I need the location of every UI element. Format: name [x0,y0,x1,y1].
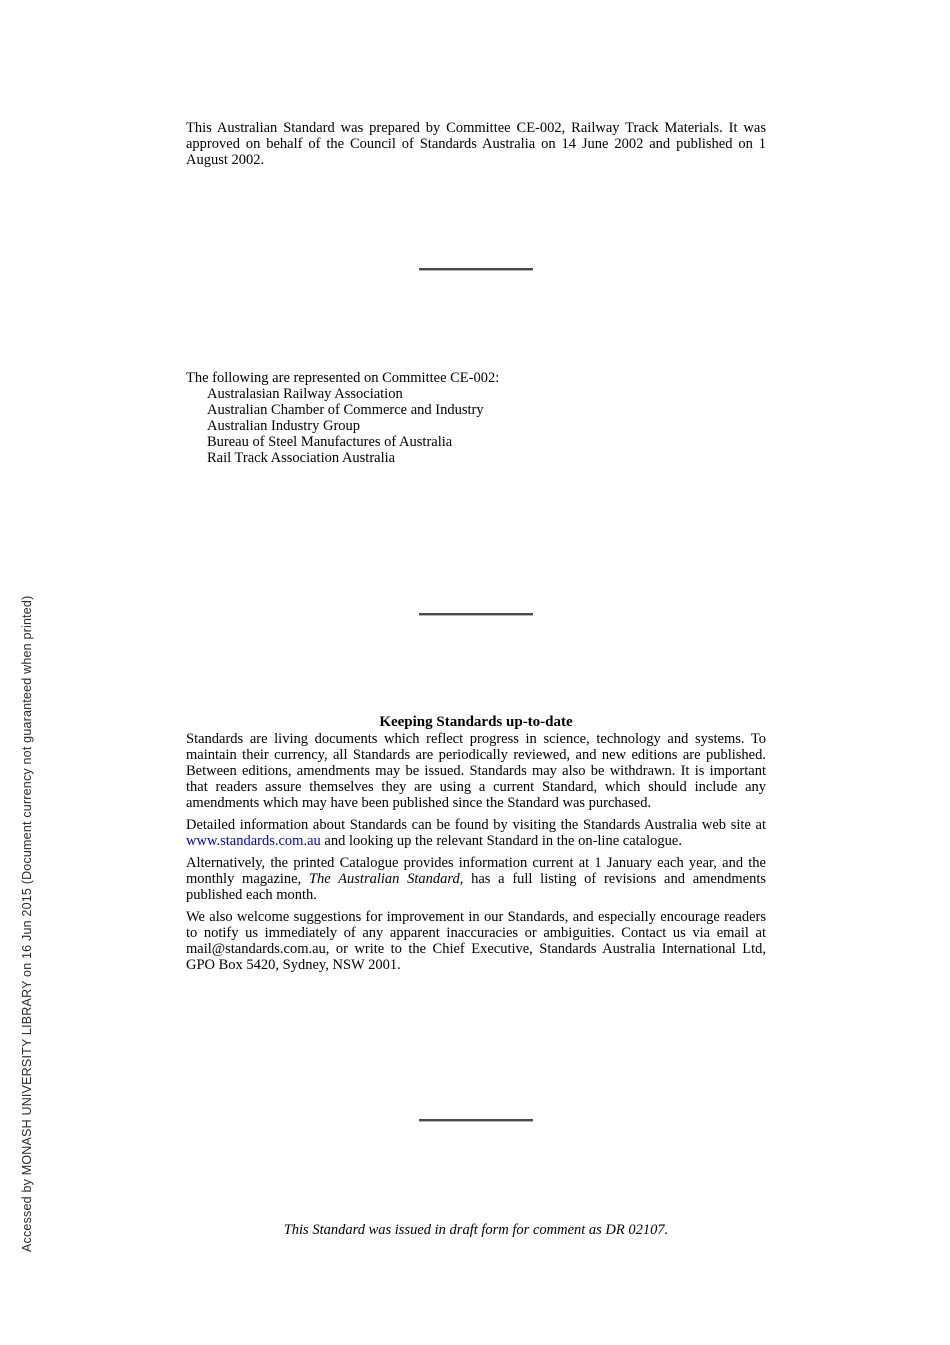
committee-member: Australian Chamber of Commerce and Industry [207,402,484,418]
document-page-content [186,0,766,1345]
committee-representation-section [186,370,766,466]
divider-rule-middle [419,613,533,616]
paragraph-2-text-after-link: and looking up the relevant Standard in the on-line catalogue. [320,833,682,849]
committee-member: Rail Track Association Australia [207,450,396,466]
keeping-standards-section [186,714,766,979]
divider-rule-top [419,268,533,271]
committee-member: Australian Industry Group [207,418,361,434]
standard-preparation-note: This Australian Standard was prepared by Committee CE-002, Railway Track Materials. It was approved on behalf of the Council of Standards Australia on 14 June 2002 and published on 1 August 2002. [186,120,766,168]
standards-website-link[interactable]: www.standards.com.au [186,833,321,849]
keeping-standards-paragraph-3 [186,855,766,903]
paragraph-3-text-after-title: , has a full listing of revisions and amendments published each month. [186,871,766,903]
keeping-standards-paragraph-4: We also welcome suggestions for improvement in our Standards, and especially encourage readers to notify us immediately of any apparent inaccuracies or ambiguities. Contact us via email at mail@standards.com.au, or write to the Chief Executive, Standards Australia International Ltd, GPO Box 5420, Sydney, NSW 2001. [186,909,766,973]
library-access-watermark: Accessed by MONASH UNIVERSITY LIBRARY on 16 Jun 2015 (Document currency not guaranteed when printed) [20,595,34,1252]
paragraph-3-text-before-title: Alternatively, the printed Catalogue provides information current at 1 January each year, and the monthly magazine, [186,855,766,887]
committee-member: Australasian Railway Association [207,386,403,402]
paragraph-2-text-before-link: Detailed information about Standards can be found by visiting the Standards Australia web site at [186,817,766,833]
keeping-standards-heading: Keeping Standards up-to-date [379,714,573,730]
committee-member: Bureau of Steel Manufactures of Australia [207,434,453,450]
committee-heading: The following are represented on Committee CE-002: [186,370,500,386]
divider-rule-bottom [419,1119,533,1122]
draft-comment-note: This Standard was issued in draft form for comment as DR 02107. [283,1222,669,1238]
magazine-title: The Australian Standard [308,871,460,887]
keeping-standards-paragraph-2 [186,817,766,849]
keeping-standards-paragraph-1: Standards are living documents which reflect progress in science, technology and systems. To maintain their currency, all Standards are periodically reviewed, and new editions are published. Between editions, amendments may be issued. Standards may also be withdrawn. It is important that readers assure themselves they are using a current Standard, which should include any amendments which may have been published since the Standard was purchased. [186,731,766,811]
